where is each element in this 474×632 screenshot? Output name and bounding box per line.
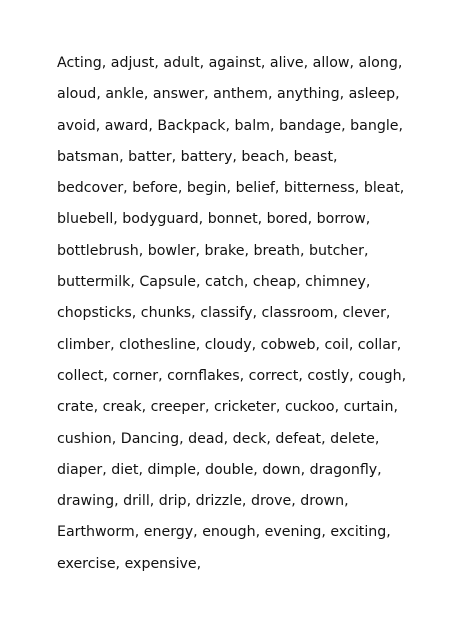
text-line: bottlebrush, bowler, brake, breath, butcher,	[57, 242, 369, 259]
text-line: climber, clothesline, cloudy, cobweb, coil, collar,	[57, 336, 402, 353]
text-line: buttermilk, Capsule, catch, cheap, chimney,	[57, 274, 371, 291]
text-line: bluebell, bodyguard, bonnet, bored, borrow,	[57, 211, 371, 228]
text-line: drawing, drill, drip, drizzle, drove, drown,	[57, 493, 349, 510]
text-line: chopsticks, chunks, classify, classroom, clever,	[57, 305, 391, 322]
text-line: aloud, ankle, answer, anthem, anything, asleep,	[57, 86, 400, 103]
text-line: cushion, Dancing, dead, deck, defeat, delete,	[57, 430, 380, 447]
text-line: Acting, adjust, adult, against, alive, allow, along,	[57, 55, 403, 71]
text-line: crate, creak, creeper, cricketer, cuckoo, curtain,	[57, 399, 398, 416]
word-list	[57, 48, 467, 580]
text-line: bedcover, before, begin, belief, bitterness, bleat,	[57, 180, 405, 197]
text-line: avoid, award, Backpack, balm, bandage, bangle,	[57, 117, 404, 134]
text-line: diaper, diet, dimple, double, down, dragonfly,	[57, 461, 382, 478]
text-line: batsman, batter, battery, beach, beast,	[57, 148, 338, 165]
text-line: exercise, expensive,	[57, 555, 202, 572]
text-line: collect, corner, cornflakes, correct, costly, cough,	[57, 367, 407, 384]
text-line: Earthworm, energy, enough, evening, exciting,	[57, 524, 391, 541]
